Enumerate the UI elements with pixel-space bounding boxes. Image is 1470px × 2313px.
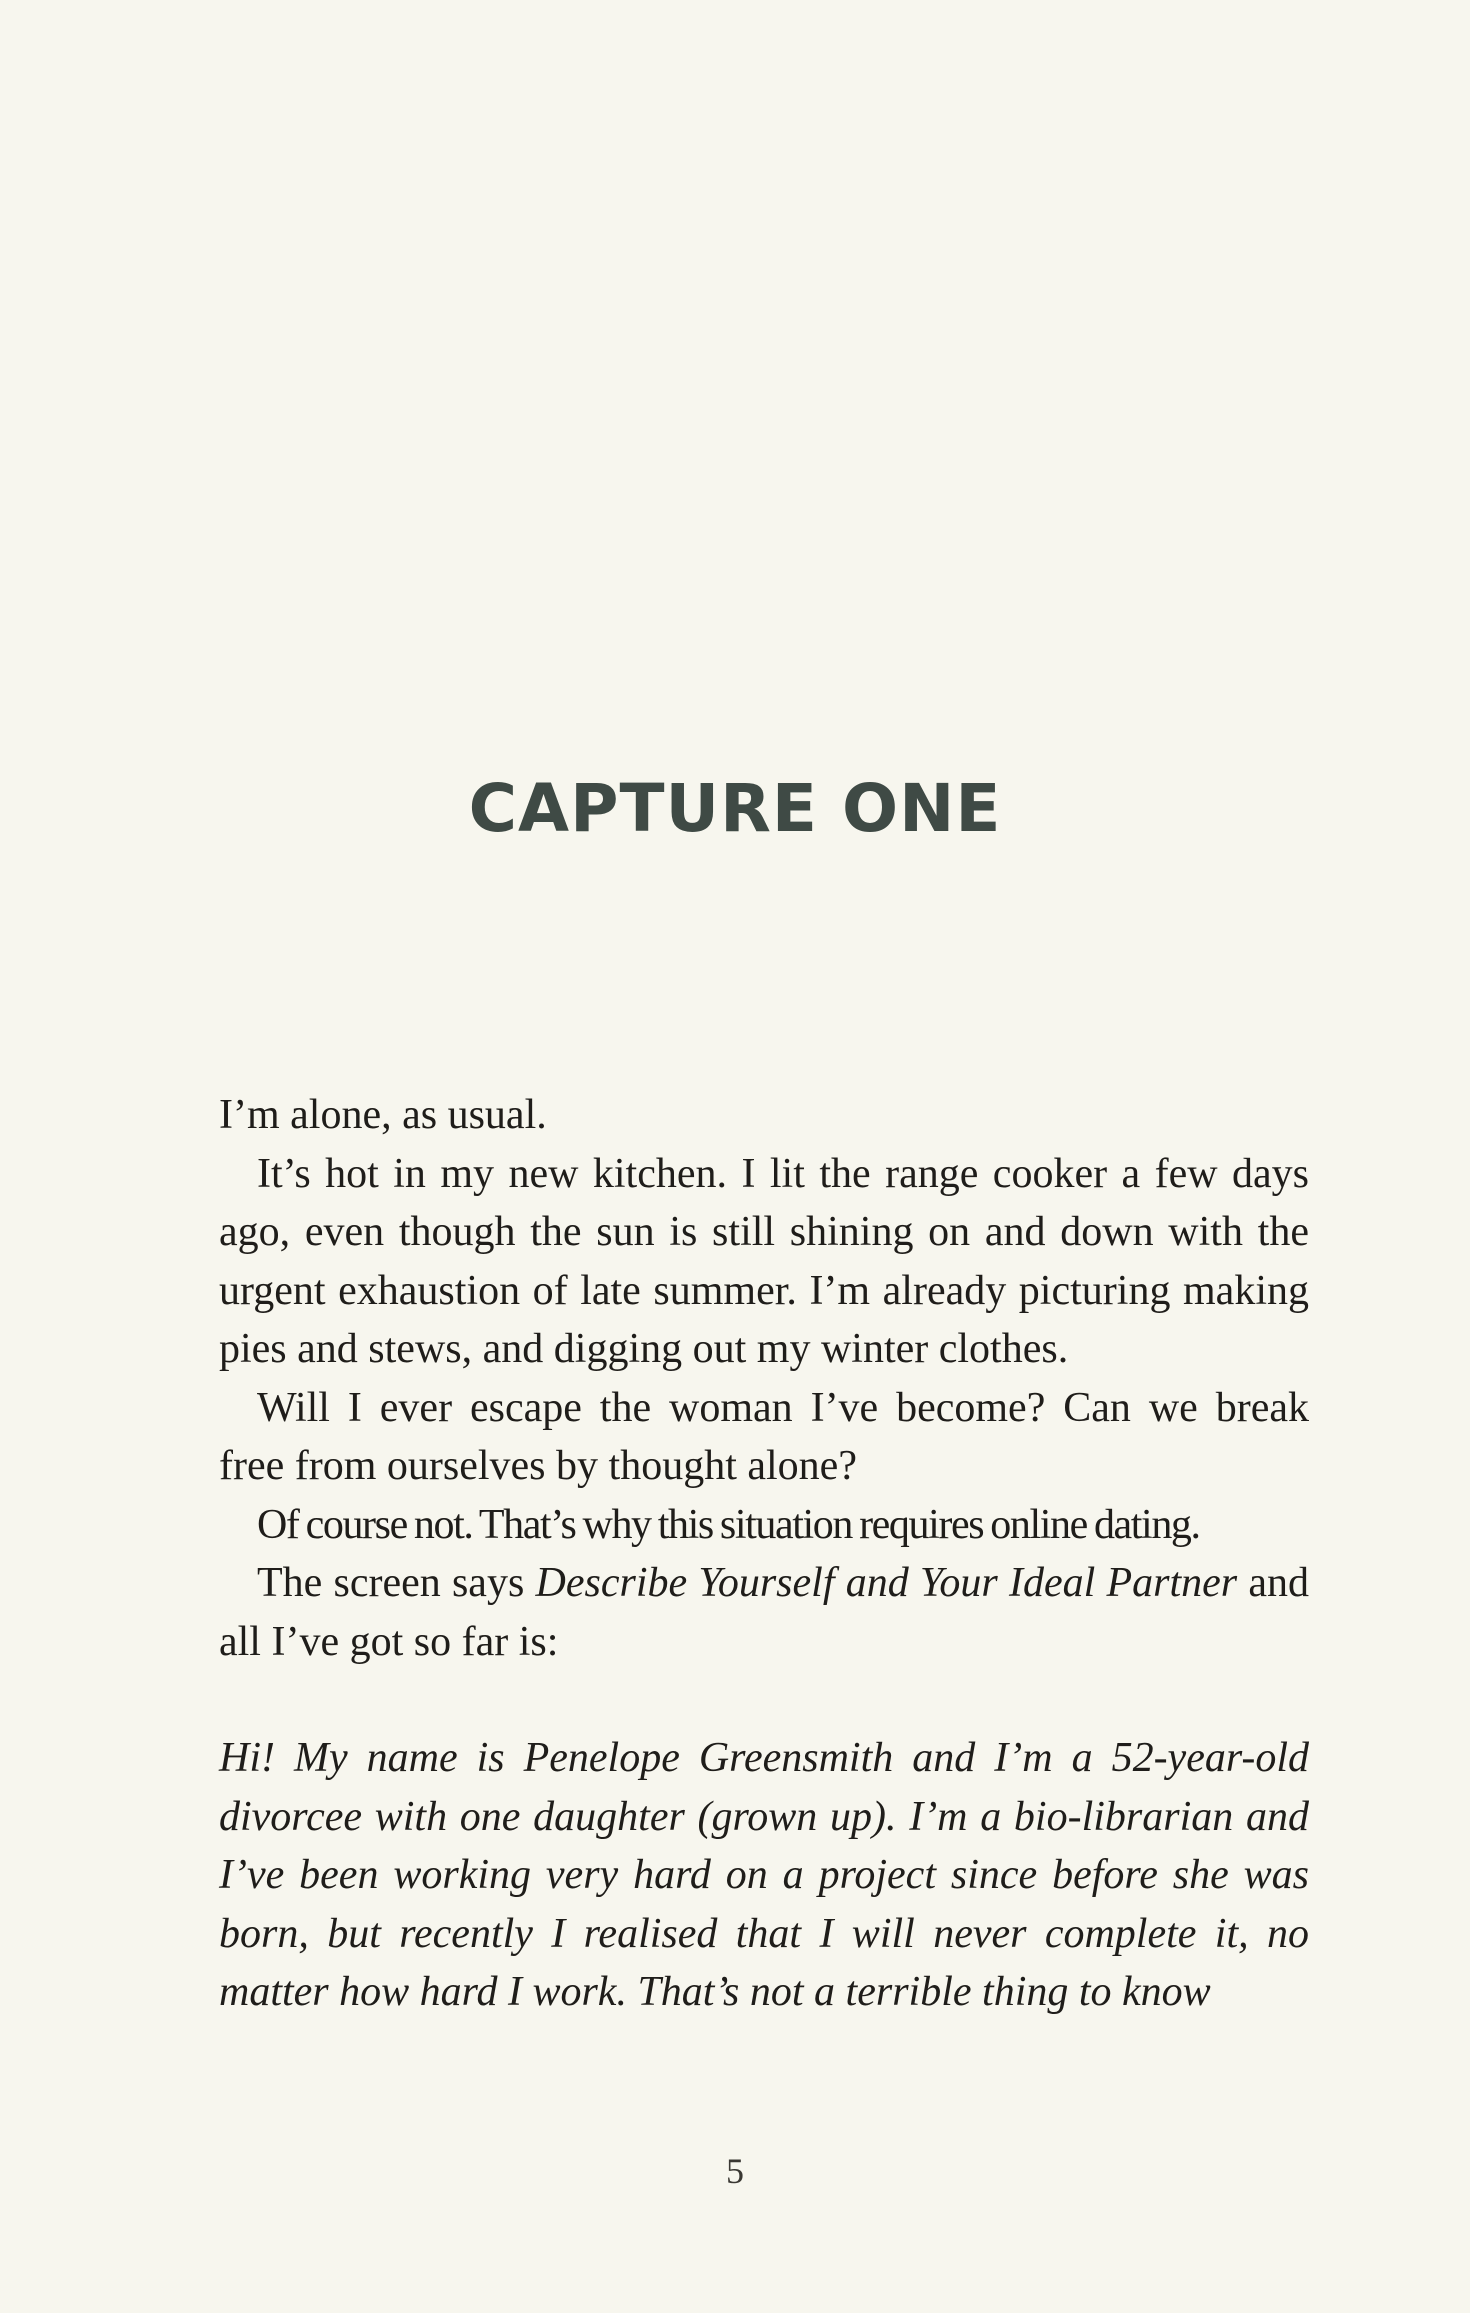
- paragraph-1: I’m alone, as usual.: [219, 1092, 547, 1138]
- form-prompt: Describe Yourself and Your Ideal Partner: [535, 1560, 1238, 1606]
- paragraph-2: It’s hot in my new kitchen. I lit the range cooker a few days ago, even though the sun is still shining on and down with the urgent exhaustion of late summer. I’m already picturing making pies and stews, and digging out my winter clothes.: [219, 1150, 1309, 1372]
- paragraph-5-start: The screen says: [257, 1560, 536, 1606]
- profile-draft-text: Hi! My name is Penelope Greensmith and I’m a 52-year-old divorcee with one daughter (grown up). I’m a bio-librarian and I’ve been working very hard on a project since before she was born, but recently I realised that I will never complete it, no matter how hard I work. That’s not a terrible thing to know: [219, 1735, 1309, 2015]
- paragraph-5: [219, 1554, 1309, 1671]
- page-number: 5: [726, 2151, 744, 2191]
- body-text: [219, 1086, 1309, 2022]
- paragraph-3: Will I ever escape the woman I’ve become? Can we break free from ourselves by thought alone?: [219, 1384, 1309, 1489]
- chapter-title: CAPTURE ONE: [468, 770, 1002, 847]
- paragraph-5-end: and all I’ve got so far is:: [219, 1560, 1309, 1665]
- paragraph-4: Of course not. That’s why this situation requires online dating.: [257, 1501, 1200, 1548]
